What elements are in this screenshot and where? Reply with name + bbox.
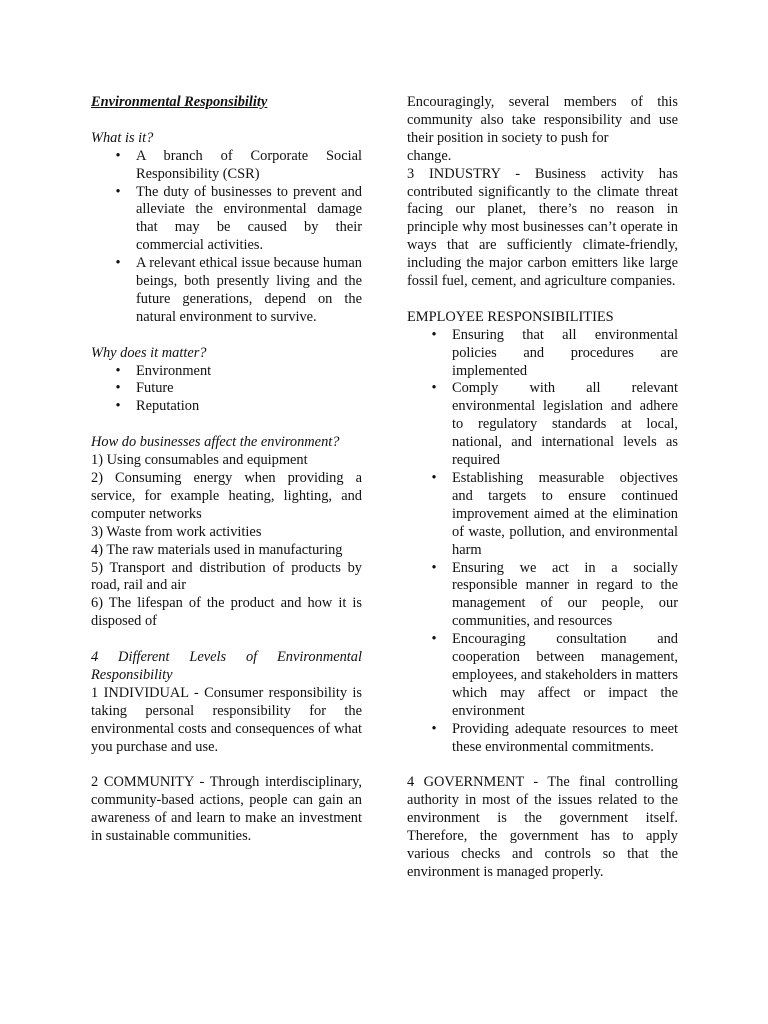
individual-paragraph: 1 INDIVIDUAL - Consumer responsibility is taking personal responsibility for the environmental costs and consequences of what you purchase and use. <box>91 684 362 755</box>
bullet-icon: • <box>431 559 437 576</box>
bullet-icon: • <box>431 631 437 648</box>
list-item: • The duty of businesses to prevent and alleviate the environmental damage that may be caused by their commercial activities. <box>91 184 362 256</box>
list-item: • Ensuring that all environmental policies and procedures are implemented <box>407 327 678 381</box>
list-item: • Future <box>91 380 362 398</box>
how-heading: How do businesses affect the environment? <box>91 434 340 451</box>
how-item: 6) The lifespan of the product and how it is disposed of <box>91 595 362 630</box>
list-item: • Providing adequate resources to meet these environmental commitments. <box>407 721 678 757</box>
bullet-icon: • <box>115 183 121 200</box>
document-title: Environmental Responsibility <box>91 94 268 110</box>
bullet-icon: • <box>115 362 121 379</box>
bullet-icon: • <box>115 398 121 415</box>
bullet-icon: • <box>115 147 121 164</box>
list-item: • Encouraging consultation and cooperation between management, employees, and stakeholders in matters which may affect or impact the environment <box>407 631 678 721</box>
list-item: • Comply with all relevant environmental legislation and adhere to regulatory standards at local, national, and international levels as required <box>407 380 678 470</box>
what-list <box>91 148 362 327</box>
left-column <box>91 94 362 846</box>
why-list <box>91 363 362 417</box>
how-item: 1) Using consumables and equipment <box>91 452 308 469</box>
bullet-icon: • <box>431 380 437 397</box>
list-item: • Ensuring we act in a socially responsible manner in regard to the management of our people, our communities, and resources <box>407 560 678 632</box>
bullet-icon: • <box>431 326 437 343</box>
community-paragraph: 2 COMMUNITY - Through interdisciplinary, community-based actions, people can gain an awareness of and learn to make an investment in sustainable communities. <box>91 774 362 845</box>
bullet-icon: • <box>115 255 121 272</box>
employee-list <box>407 327 678 757</box>
what-heading: What is it? <box>91 129 154 146</box>
list-item: • Environment <box>91 363 362 381</box>
how-item: 2) Consuming energy when providing a service, for example heating, lighting, and computer networks <box>91 469 362 522</box>
employee-heading: EMPLOYEE RESPONSIBILITIES <box>407 308 614 325</box>
how-item: 3) Waste from work activities <box>91 523 262 540</box>
government-paragraph: 4 GOVERNMENT - The final controlling authority in most of the issues related to the environment is the government itself. Therefore, the government has to apply various checks and controls so that the environment is managed properly. <box>407 774 678 880</box>
community-continuation-end: change. <box>407 147 452 164</box>
industry-paragraph: 3 INDUSTRY - Business activity has contributed significantly to the climate threat facing our planet, there’s no reason in principle why most businesses can’t operate in ways that are sufficiently climate-friendly, including the major carbon emitters like large fossil fuel, cement, and agriculture companies. <box>407 165 678 290</box>
list-item: • A relevant ethical issue because human beings, both presently living and the future generations, depend on the natural environment to survive. <box>91 255 362 327</box>
bullet-icon: • <box>431 720 437 737</box>
bullet-icon: • <box>431 470 437 487</box>
community-continuation: Encouragingly, several members of this community also take responsibility and use their position in society to push for <box>407 94 678 146</box>
levels-heading: 4 Different Levels of Environmental Responsibility <box>91 649 362 683</box>
list-item: • Reputation <box>91 398 362 416</box>
bullet-icon: • <box>115 380 121 397</box>
how-item: 4) The raw materials used in manufacturing <box>91 541 343 558</box>
how-item: 5) Transport and distribution of products by road, rail and air <box>91 559 362 594</box>
list-item: • A branch of Corporate Social Responsibility (CSR) <box>91 148 362 184</box>
list-item: • Establishing measurable objectives and targets to ensure continued improvement aimed at the elimination of waste, pollution, and environmental harm <box>407 470 678 560</box>
right-column <box>407 94 678 882</box>
why-heading: Why does it matter? <box>91 344 207 361</box>
